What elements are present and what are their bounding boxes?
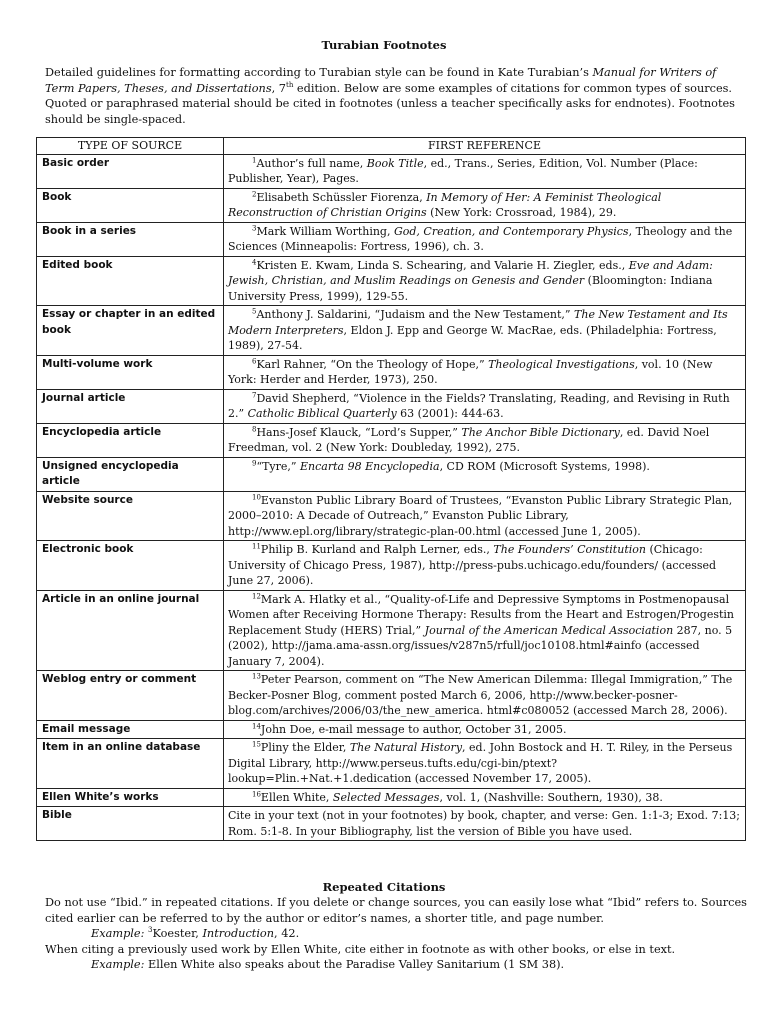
first-reference-cell <box>224 541 746 591</box>
repeated-citations-title: Repeated Citations <box>322 880 446 894</box>
reference-text-a: Pliny the Elder, <box>260 741 350 754</box>
table-row <box>37 256 746 306</box>
table-row <box>37 355 746 389</box>
reference-text-a: David Shepherd, “Violence in the Fields? Translating, Reading, and Revising in Ruth 2.” <box>228 391 730 420</box>
reference-text <box>228 673 732 717</box>
reference-text-a: Mark A. Hlatky et al., “Quality-of-Life and Depressive Symptoms in Postmenopausal Women after Receiving Hormone Therapy: Results from the Heart and Estrogen/Progestin Replacement Study (HERS) Trial,” <box>228 592 735 637</box>
source-type-cell: Ellen White’s works <box>37 788 224 807</box>
first-reference-cell <box>224 807 746 841</box>
footnote-number: 3 <box>252 223 257 232</box>
repeated-line-1: Do not use “Ibid.” in repeated citations. If you delete or change sources, you can easily lose what “Ibid” refers to. Sources cited earlier can be referred to by the author or editor’s names, a shorter title, and page number. <box>45 896 747 925</box>
reference-title-italic: The Anchor Bible Dictionary <box>461 425 620 439</box>
reference-text-b: , Eldon J. Epp and George W. MacRae, eds. (Philadelphia: Fortress, 1989), 27-54. <box>228 323 717 352</box>
first-reference-cell <box>224 788 746 807</box>
footnote-number: 10 <box>252 492 261 501</box>
reference-text-b: , ed. John Bostock and H. T. Riley, in the Perseus Digital Library, http://www.perseus.tufts.edu/cgi-bin/ptext? lookup=Plin.+Nat.+1.dedication (accessed November 17, 2005). <box>228 741 733 785</box>
source-type-cell: Journal article <box>37 389 224 423</box>
reference-text <box>228 460 650 473</box>
intro-paragraph <box>45 65 745 127</box>
table-row <box>37 807 746 841</box>
example-sup: 3 <box>148 926 153 935</box>
page-title: Turabian Footnotes <box>321 38 447 52</box>
reference-text <box>228 791 663 804</box>
example-italic: Introduction <box>202 927 275 941</box>
reference-text <box>228 308 728 352</box>
reference-text-b: , ed., Trans., Series, Edition, Vol. Number (Place: Publisher, Year), Pages. <box>228 156 698 185</box>
table-row <box>37 457 746 491</box>
source-type-cell: Email message <box>37 720 224 739</box>
repeated-line-2: When citing a previously used work by Ellen White, cite either in footnote as with other books, or else in text. <box>45 942 676 956</box>
source-type-cell: Website source <box>37 491 224 541</box>
footnote-number: 11 <box>252 542 261 551</box>
first-reference-cell <box>224 154 746 188</box>
reference-text-b: 63 (2001): 444-63. <box>396 407 504 420</box>
footnote-number: 5 <box>252 307 257 316</box>
intro-text-3: edition. Below are some examples of citations for common types of sources. Quoted or paraphrased material should be cited in footnotes (unless a teacher specifically asks for endnotes). Footnotes should be single-spaced. <box>45 81 735 126</box>
source-type-cell: Weblog entry or comment <box>37 671 224 721</box>
header-type: TYPE OF SOURCE <box>37 138 224 155</box>
reference-title-italic: The Founders’ Constitution <box>493 543 646 556</box>
source-type-cell: Electronic book <box>37 541 224 591</box>
source-type-cell: Bible <box>37 807 224 841</box>
footnote-number: 15 <box>252 740 261 749</box>
reference-title-italic: Encarta 98 Encyclopedia <box>300 459 440 473</box>
source-type-cell: Encyclopedia article <box>37 423 224 457</box>
first-reference-cell <box>224 389 746 423</box>
reference-text-b: , ed. David Noel Freedman, vol. 2 (New York: Doubleday, 1992), 275. <box>228 425 710 454</box>
reference-text <box>228 392 730 421</box>
table-row <box>37 306 746 356</box>
reference-title-italic: In Memory of Her: A Feminist Theological Reconstruction of Christian Origins <box>228 190 662 219</box>
reference-title-italic: Eve and Adam: Jewish, Christian, and Muslim Readings on Genesis and Gender <box>228 258 713 287</box>
reference-text-a: Cite in your text (not in your footnotes) by book, chapter, and verse: Gen. 1:1-3; Exod. 7:13; Rom. 5:1-8. In your Bibliography, list the version of Bible you have used. <box>228 809 741 838</box>
reference-text-a: Karl Rahner, “On the Theology of Hope,” <box>256 357 489 371</box>
reference-title-italic: Theological Investigations <box>488 357 635 371</box>
reference-text-b: (Chicago: University of Chicago Press, 1987), http://press-pubs.uchicago.edu/founders/ (accessed June 27, 2006). <box>228 543 717 587</box>
reference-title-italic: The Natural History <box>349 741 463 754</box>
reference-text <box>228 741 732 785</box>
source-type-cell: Edited book <box>37 256 224 306</box>
table-row <box>37 541 746 591</box>
first-reference-cell <box>224 590 746 671</box>
first-reference-cell <box>224 457 746 491</box>
reference-text <box>228 543 716 587</box>
reference-text-b: , vol. 1, (Nashville: Southern, 1930), 38. <box>439 790 663 804</box>
table-row <box>37 491 746 541</box>
example-text: Ellen White also speaks about the Paradise Valley Sanitarium (1 SM 38). <box>144 958 565 972</box>
intro-book-title: Manual for Writers of Term Papers, Theses, and Dissertations <box>45 66 717 95</box>
source-type-cell: Unsigned encyclopedia article <box>37 457 224 491</box>
source-type-cell: Article in an online journal <box>37 590 224 671</box>
table-row <box>37 788 746 807</box>
reference-text-a: Evanston Public Library Board of Trustees, “Evanston Public Library Strategic Plan, 2000–2010: A Decade of Outreach,” Evanston Public Library, http://www.epl.org/library/strategic-plan-00.html (accessed June 1, 2005). <box>228 493 733 538</box>
footnote-number: 6 <box>252 356 257 365</box>
intro-sup: th <box>286 80 294 89</box>
reference-text <box>228 358 712 387</box>
citation-table <box>36 137 746 841</box>
first-reference-cell <box>224 222 746 256</box>
reference-text <box>228 809 740 838</box>
reference-text-a: Ellen White, <box>260 790 333 804</box>
reference-text-b: (New York: Crossroad, 1984), 29. <box>426 206 617 219</box>
reference-text <box>228 593 734 668</box>
source-type-cell: Item in an online database <box>37 739 224 789</box>
reference-title-italic: Book Title <box>366 156 424 170</box>
footnote-number: 1 <box>252 155 257 164</box>
first-reference-cell <box>224 491 746 541</box>
repeated-citations-text <box>45 895 755 973</box>
reference-title-italic: God, Creation, and Contemporary Physics <box>393 224 629 238</box>
footnote-number: 8 <box>252 424 257 433</box>
reference-text <box>228 157 698 186</box>
repeated-example-2 <box>45 957 755 973</box>
table-row <box>37 423 746 457</box>
table-row <box>37 720 746 739</box>
reference-text <box>228 723 567 736</box>
first-reference-cell <box>224 256 746 306</box>
footnote-number: 13 <box>252 672 261 681</box>
example-text-a: Koester, <box>152 927 203 941</box>
footnote-number: 12 <box>252 591 261 600</box>
source-type-cell: Essay or chapter in an edited book <box>37 306 224 356</box>
reference-text-a: Peter Pearson, comment on “The New American Dilemma: Illegal Immigration,” The Becker-Posner Blog, comment posted March 6, 2006, http://www.becker-posner-blog.com/archives/2006/03/the_new_america. html#c080052 (accessed March 28, 2006). <box>228 673 733 717</box>
reference-title-italic: Journal of the American Medical Association <box>424 623 674 637</box>
reference-title-italic: The New Testament and Its Modern Interpreters <box>228 308 728 337</box>
reference-text-b: , vol. 10 (New York: Herder and Herder, 1973), 250. <box>228 357 713 386</box>
example-label: Example: <box>91 927 148 941</box>
first-reference-cell <box>224 671 746 721</box>
footnote-number: 14 <box>252 721 261 730</box>
footnote-number: 2 <box>252 189 257 198</box>
reference-text-a: Author’s full name, <box>256 156 367 170</box>
intro-text-1: Detailed guidelines for formatting according to Turabian style can be found in Kate Turabian’s <box>45 66 593 79</box>
first-reference-cell <box>224 423 746 457</box>
table-header-row <box>37 138 746 155</box>
footnote-number: 7 <box>252 390 257 399</box>
source-type-cell: Basic order <box>37 154 224 188</box>
reference-text-a: Hans-Josef Klauck, “Lord’s Supper,” <box>256 425 462 439</box>
reference-title-italic: Selected Messages <box>332 790 440 804</box>
footnote-number: 16 <box>252 789 261 798</box>
intro-text-2: , 7 <box>271 81 286 95</box>
reference-title-italic: Catholic Biblical Quarterly <box>247 407 397 420</box>
first-reference-cell <box>224 306 746 356</box>
first-reference-cell <box>224 720 746 739</box>
source-type-cell: Multi-volume work <box>37 355 224 389</box>
reference-text-a: Anthony J. Saldarini, “Judaism and the New Testament,” <box>256 308 575 321</box>
reference-text-a: “Tyre,” <box>256 459 301 473</box>
reference-text-a: John Doe, e-mail message to author, October 31, 2005. <box>260 722 567 736</box>
first-reference-cell <box>224 188 746 222</box>
table-row <box>37 671 746 721</box>
first-reference-cell <box>224 355 746 389</box>
repeated-example-1 <box>45 926 755 942</box>
table-row <box>37 222 746 256</box>
reference-text-a: Kristen E. Kwam, Linda S. Schearing, and Valarie H. Ziegler, eds., <box>256 258 629 272</box>
table-row <box>37 590 746 671</box>
reference-text <box>228 225 732 254</box>
table-row <box>37 154 746 188</box>
footnote-number: 9 <box>252 458 257 467</box>
header-first-reference: FIRST REFERENCE <box>224 138 746 155</box>
table-row <box>37 188 746 222</box>
reference-text-a: Philip B. Kurland and Ralph Lerner, eds., <box>260 543 494 556</box>
table-row <box>37 739 746 789</box>
reference-text <box>228 494 732 538</box>
example-label: Example: <box>91 958 145 972</box>
reference-text <box>228 259 713 303</box>
footnote-number: 4 <box>252 257 257 266</box>
reference-text-b: (Bloomington: Indiana University Press, 1999), 129-55. <box>228 274 713 303</box>
first-reference-cell <box>224 739 746 789</box>
example-text-b: , 42. <box>274 927 300 941</box>
reference-text <box>228 191 661 220</box>
source-type-cell: Book in a series <box>37 222 224 256</box>
reference-text-b: , Theology and the Sciences (Minneapolis: Fortress, 1996), ch. 3. <box>228 224 733 253</box>
source-type-cell: Book <box>37 188 224 222</box>
reference-text-b: 287, no. 5 (2002), http://jama.ama-assn.org/issues/v287n5/rfull/joc10108.html#ainfo (accessed January 7, 2004). <box>228 623 733 668</box>
table-row <box>37 389 746 423</box>
reference-text <box>228 426 709 455</box>
reference-text-a: Mark William Worthing, <box>256 224 394 238</box>
reference-text-b: , CD ROM (Microsoft Systems, 1998). <box>439 459 650 473</box>
reference-text-a: Elisabeth Schüssler Fiorenza, <box>256 190 427 204</box>
